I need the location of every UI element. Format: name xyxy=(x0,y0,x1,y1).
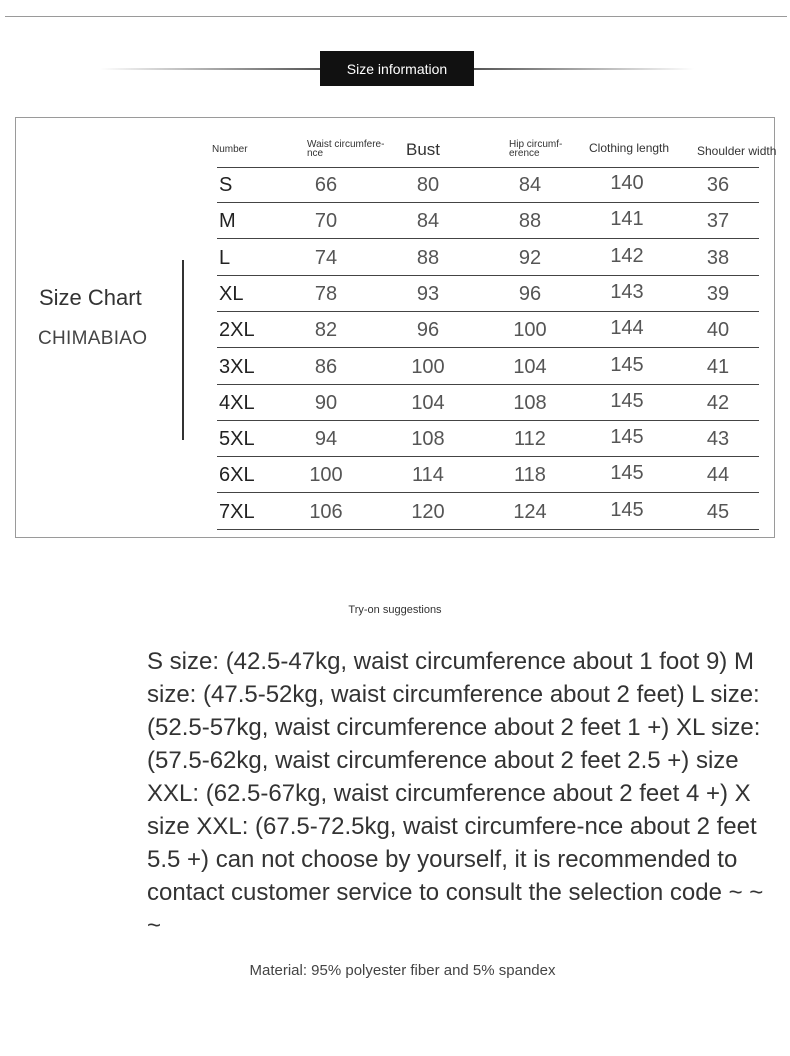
cell-waist: 106 xyxy=(309,500,343,523)
cell-shoulder: 39 xyxy=(706,282,730,305)
cell-size: M xyxy=(219,210,236,233)
cell-size: 3XL xyxy=(219,355,255,378)
cell-bust: 80 xyxy=(416,174,440,196)
cell-shoulder: 37 xyxy=(706,210,730,233)
cell-size: 7XL xyxy=(219,500,255,523)
table-row-line xyxy=(217,311,759,312)
cell-shoulder: 45 xyxy=(706,500,730,523)
table-row-line xyxy=(217,529,759,530)
cell-shoulder: 43 xyxy=(706,428,730,451)
cell-bust: 104 xyxy=(411,391,445,414)
cell-shoulder: 42 xyxy=(706,391,730,414)
cell-waist: 78 xyxy=(314,282,338,305)
tryon-heading: Try-on suggestions xyxy=(348,604,442,616)
cell-length: 145 xyxy=(610,389,644,412)
table-row-line xyxy=(217,202,759,203)
cell-hip: 96 xyxy=(518,282,542,305)
cell-length: 145 xyxy=(610,426,644,449)
cell-hip: 84 xyxy=(518,174,542,196)
header-waist: Waist circumfere- nce xyxy=(307,139,385,159)
table-row-line xyxy=(217,384,759,385)
table-row-line xyxy=(217,456,759,457)
table-row-line xyxy=(217,492,759,493)
cell-size: S xyxy=(219,174,233,196)
cell-bust: 96 xyxy=(416,319,440,342)
cell-bust: 114 xyxy=(412,464,444,487)
header-clothing-length: Clothing length xyxy=(589,141,670,155)
banner-line-left xyxy=(100,68,320,70)
cell-bust: 100 xyxy=(411,355,445,378)
cell-waist: 70 xyxy=(314,210,338,233)
cell-shoulder: 40 xyxy=(706,319,730,342)
cell-hip: 104 xyxy=(513,355,547,378)
table-row-line xyxy=(217,238,759,239)
cell-shoulder: 44 xyxy=(706,464,730,487)
cell-waist: 90 xyxy=(314,391,338,414)
cell-hip: 100 xyxy=(513,319,547,342)
cell-size: 6XL xyxy=(219,464,255,487)
cell-size: 5XL xyxy=(219,428,255,451)
table-row-line xyxy=(217,275,759,276)
size-information-banner: Size information xyxy=(320,51,474,86)
cell-hip: 92 xyxy=(518,246,542,269)
cell-length: 140 xyxy=(610,172,644,194)
cell-waist: 86 xyxy=(314,355,338,378)
cell-length: 142 xyxy=(610,244,644,267)
header-hip: Hip circumf- erence xyxy=(509,139,563,159)
cell-length: 141 xyxy=(610,208,644,231)
table-header-line xyxy=(217,167,759,168)
cell-length: 145 xyxy=(610,498,644,521)
tryon-suggestion-text: S size: (42.5-47kg, waist circumference about 1 foot 9) M size: (47.5-52kg, waist circumference about 2 feet) L size: (52.5-57kg, waist circumference about 2 feet 1 +) XL size: (57.5-62kg, waist circumference about 2 feet 2.5 +) size XXL: (62.5-67kg, waist circumference about 2 feet 4 +) X size XXL: (67.5-72.5kg, waist circumfere-nce about 2 feet 5.5 +) can not choose by yourself, it is recommended to contact customer service to consult the selection code ~ ~ ~ xyxy=(147,648,764,939)
top-divider xyxy=(5,16,787,17)
cell-hip: 112 xyxy=(514,428,546,451)
cell-waist: 74 xyxy=(314,246,338,269)
size-chart-title: Size Chart xyxy=(39,285,142,310)
cell-hip: 118 xyxy=(514,464,546,487)
cell-bust: 108 xyxy=(411,428,445,451)
cell-shoulder: 41 xyxy=(706,355,730,378)
header-number: Number xyxy=(212,144,248,155)
cell-hip: 108 xyxy=(513,391,547,414)
cell-waist: 94 xyxy=(314,428,338,451)
size-chart-subtitle: CHIMABIAO xyxy=(38,328,148,349)
header-shoulder-width: Shoulder width xyxy=(697,144,777,158)
header-bust: Bust xyxy=(406,140,441,159)
cell-length: 145 xyxy=(610,353,644,376)
cell-length: 144 xyxy=(610,317,644,340)
cell-size: L xyxy=(219,246,231,269)
material-note: Material: 95% polyester fiber and 5% spandex xyxy=(249,962,556,979)
cell-shoulder: 38 xyxy=(706,246,730,269)
cell-bust: 93 xyxy=(416,282,440,305)
table-row-line xyxy=(217,347,759,348)
cell-bust: 88 xyxy=(416,246,440,269)
cell-bust: 120 xyxy=(411,500,445,523)
cell-hip: 124 xyxy=(513,500,547,523)
banner-line-right xyxy=(474,68,694,70)
cell-size: XL xyxy=(219,282,244,305)
cell-waist: 100 xyxy=(309,464,343,487)
cell-length: 143 xyxy=(610,280,644,303)
cell-hip: 88 xyxy=(518,210,542,233)
cell-size: 4XL xyxy=(219,391,255,414)
cell-size: 2XL xyxy=(219,319,255,342)
table-row-line xyxy=(217,420,759,421)
cell-length: 145 xyxy=(610,462,644,485)
cell-waist: 82 xyxy=(314,319,338,342)
vertical-divider xyxy=(182,260,184,440)
cell-waist: 66 xyxy=(314,174,338,196)
cell-shoulder: 36 xyxy=(706,174,730,196)
cell-bust: 84 xyxy=(416,210,440,233)
